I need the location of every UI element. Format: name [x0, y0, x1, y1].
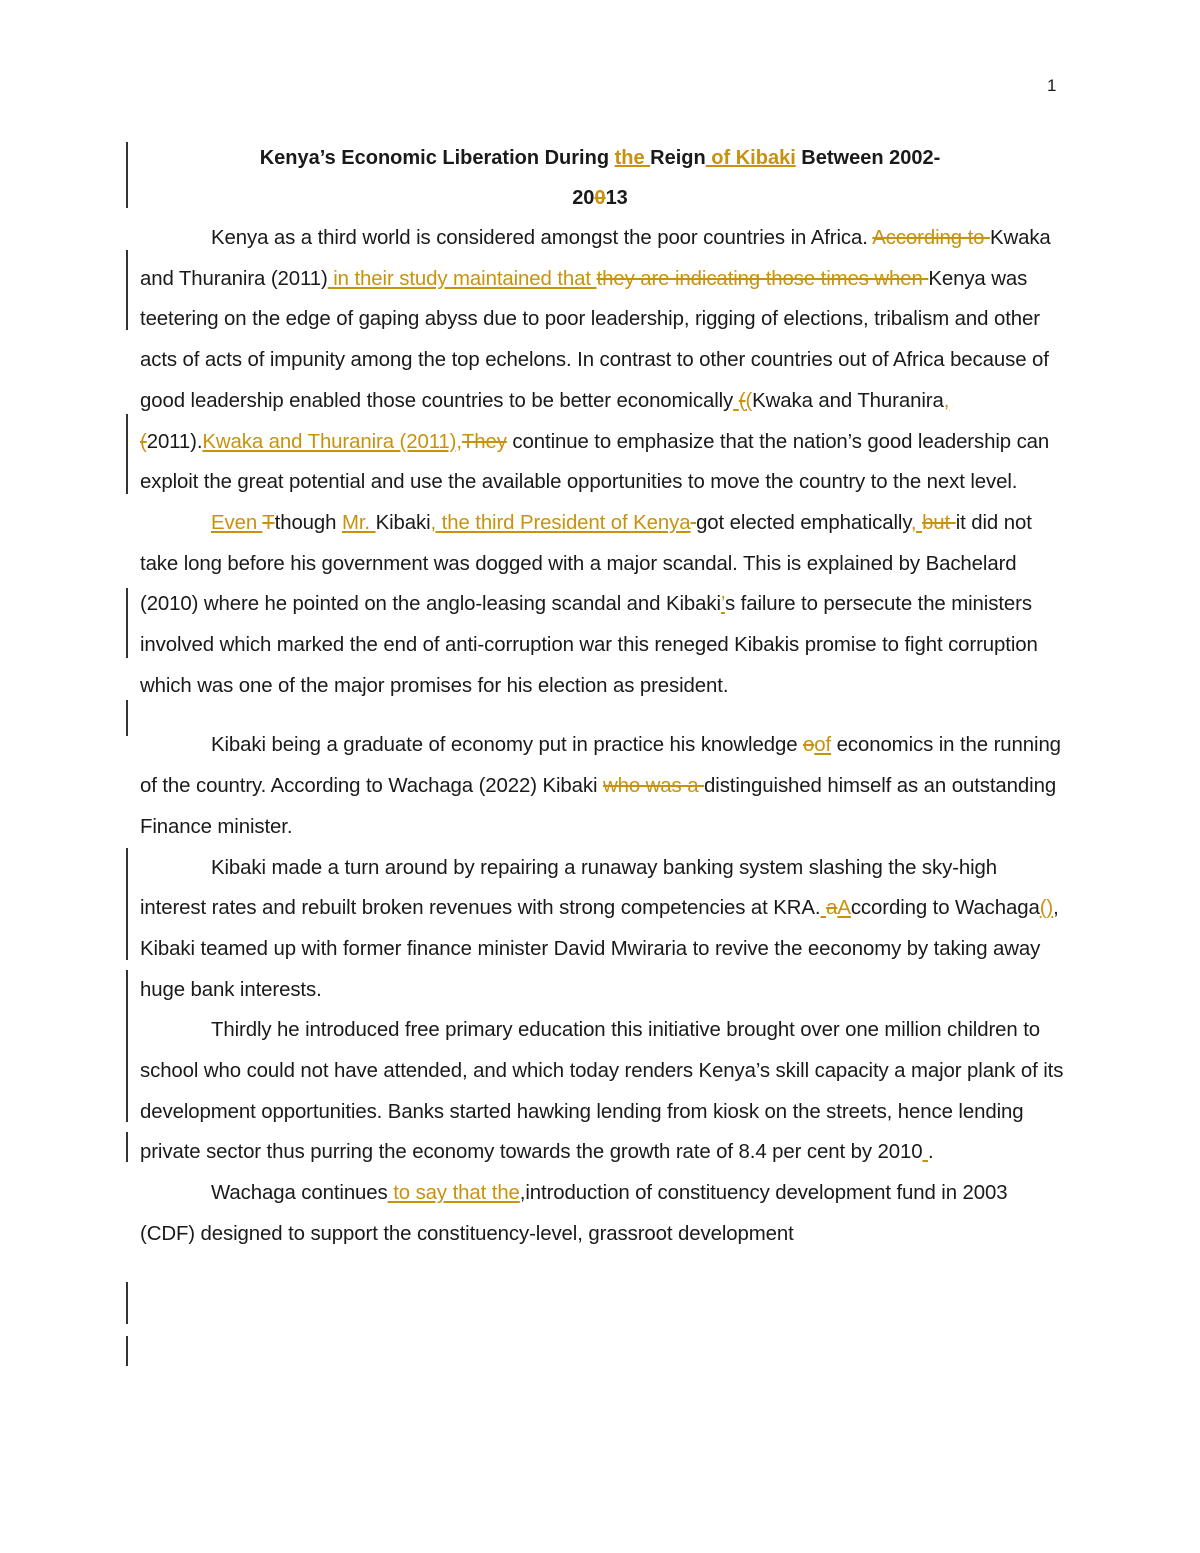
body-text: Kenya as a third world is considered amongst the poor countries in Africa. [211, 227, 873, 249]
tracked-insertion[interactable]: ( [745, 389, 753, 412]
body-text: ccording to Wachaga [850, 897, 1040, 920]
change-bar [126, 1132, 128, 1162]
tracked-deletion[interactable]: According to [872, 227, 990, 249]
body-text: Kwaka and Thuranira (2011) [140, 227, 1051, 290]
tracked-insertion[interactable]: () [1039, 897, 1054, 920]
paragraph-1 [140, 218, 1065, 503]
tracked-insertion[interactable]: of [814, 734, 832, 757]
body-text: 2011). [146, 430, 203, 453]
body-text: though [274, 511, 342, 534]
body-text: , Kibaki teamed up with former finance minister David Mwiraria to revive the eeconomy by taking away huge bank interests. [140, 897, 1059, 1001]
body-text: . [928, 1141, 934, 1164]
tracked-insertion[interactable]: of Kibaki [705, 147, 796, 169]
tracked-deletion[interactable]: 0 [594, 187, 606, 209]
body-text: Thirdly he introduced free primary education this initiative brought over one million children to school who could not have attended, and which today renders Kenya’s skill capacity a major plank of its development opportunities. Banks started hawking lending from kiosk on the streets, hence lending private sector thus purring the economy towards the growth rate of 8.4 per cent by 2010 [140, 1019, 1064, 1164]
tracked-deletion[interactable]: T [262, 511, 275, 534]
change-bar [126, 588, 128, 658]
tracked-insertion[interactable]: , [943, 389, 950, 412]
change-bar [126, 1282, 128, 1324]
body-text: economics in the running of the country. According to Wachaga (2022) Kibaki [140, 734, 1061, 798]
document-body [140, 218, 1065, 1255]
tracked-deletion[interactable]: They [461, 430, 507, 453]
title-text: Kenya’s Economic Liberation During [259, 147, 615, 169]
title-text: Between 2002- [795, 147, 941, 169]
tracked-insertion[interactable]: , the third President of Kenya [430, 511, 691, 534]
change-bar [126, 250, 128, 330]
body-text: ,introduction of constituency development fund in 2003 (CDF) designed to support the constituency-level, grassroot development [140, 1182, 1008, 1245]
change-bar [126, 1336, 128, 1366]
title-text: 20 [572, 187, 595, 209]
tracked-deletion[interactable]: ( [140, 430, 147, 453]
change-bar [126, 700, 128, 736]
body-text: Kibaki being a graduate of economy put in practice his knowledge [211, 734, 803, 757]
body-text: continue to emphasize that the nation’s good leadership can exploit the great potential and use the available opportunities to move the country to the next level. [140, 430, 1050, 494]
tracked-deletion[interactable]: but [922, 511, 956, 534]
title-text: 13 [605, 187, 628, 209]
body-text: got elected emphatically [696, 511, 911, 534]
body-text: it did not take long before his government was dogged with a major scandal. This is explained by Bachelard (2010) where he pointed on the anglo-leasing scandal and Kibaki [140, 511, 1032, 616]
tracked-deletion[interactable]: who was a [603, 775, 705, 798]
tracked-deletion[interactable]: o [803, 734, 815, 757]
document-title [140, 138, 1060, 218]
change-bar [126, 848, 128, 960]
tracked-deletion[interactable]: a [826, 897, 838, 920]
tracked-insertion[interactable]: A [837, 897, 851, 920]
tracked-insertion[interactable]: the [614, 147, 651, 169]
tracked-insertion[interactable]: Even [211, 511, 263, 534]
tracked-insertion[interactable]: ’ [720, 593, 725, 616]
body-text: Kibaki [375, 511, 431, 534]
tracked-deletion[interactable]: they are indicating those times when [596, 267, 929, 290]
paragraph-5 [140, 1010, 1065, 1173]
change-bar [126, 414, 128, 494]
change-bar [126, 142, 128, 208]
paragraph-2 [140, 503, 1065, 707]
change-bar [126, 970, 128, 1122]
tracked-insertion[interactable]: to say that the [387, 1182, 520, 1205]
body-text: distinguished himself as an outstanding Finance minister. [140, 775, 1057, 838]
tracked-insertion[interactable]: , [910, 511, 923, 534]
tracked-insertion[interactable]: in their study maintained that [327, 267, 597, 290]
paragraph-3 [140, 725, 1065, 847]
title-text: Reign [650, 147, 706, 169]
body-text: Kwaka and Thuranira [752, 389, 944, 412]
body-text: Kibaki made a turn around by repairing a runaway banking system slashing the sky-high interest rates and rebuilt broken revenues with strong competencies at KRA. [140, 856, 998, 920]
body-text: Kenya was teetering on the edge of gaping abyss due to poor leadership, rigging of elections, tribalism and other acts of acts of impunity among the top echelons. In contrast to other countries out of Africa because of good leadership enabled those countries to be better economically [140, 267, 1049, 412]
page-number: 1 [1047, 76, 1057, 95]
tracked-insertion[interactable]: Mr. [341, 511, 376, 534]
body-text: s failure to persecute the ministers involved which marked the end of anti-corruption war this reneged Kibakis promise to fight corruption which was one of the major promises for his election as president. [140, 593, 1038, 697]
tracked-deletion[interactable]: ( [738, 389, 746, 412]
paragraph-6 [140, 1173, 1065, 1254]
body-text: Wachaga continues [211, 1182, 388, 1205]
tracked-insertion[interactable]: Kwaka and Thuranira (2011), [202, 430, 462, 453]
paragraph-4 [140, 848, 1065, 1011]
